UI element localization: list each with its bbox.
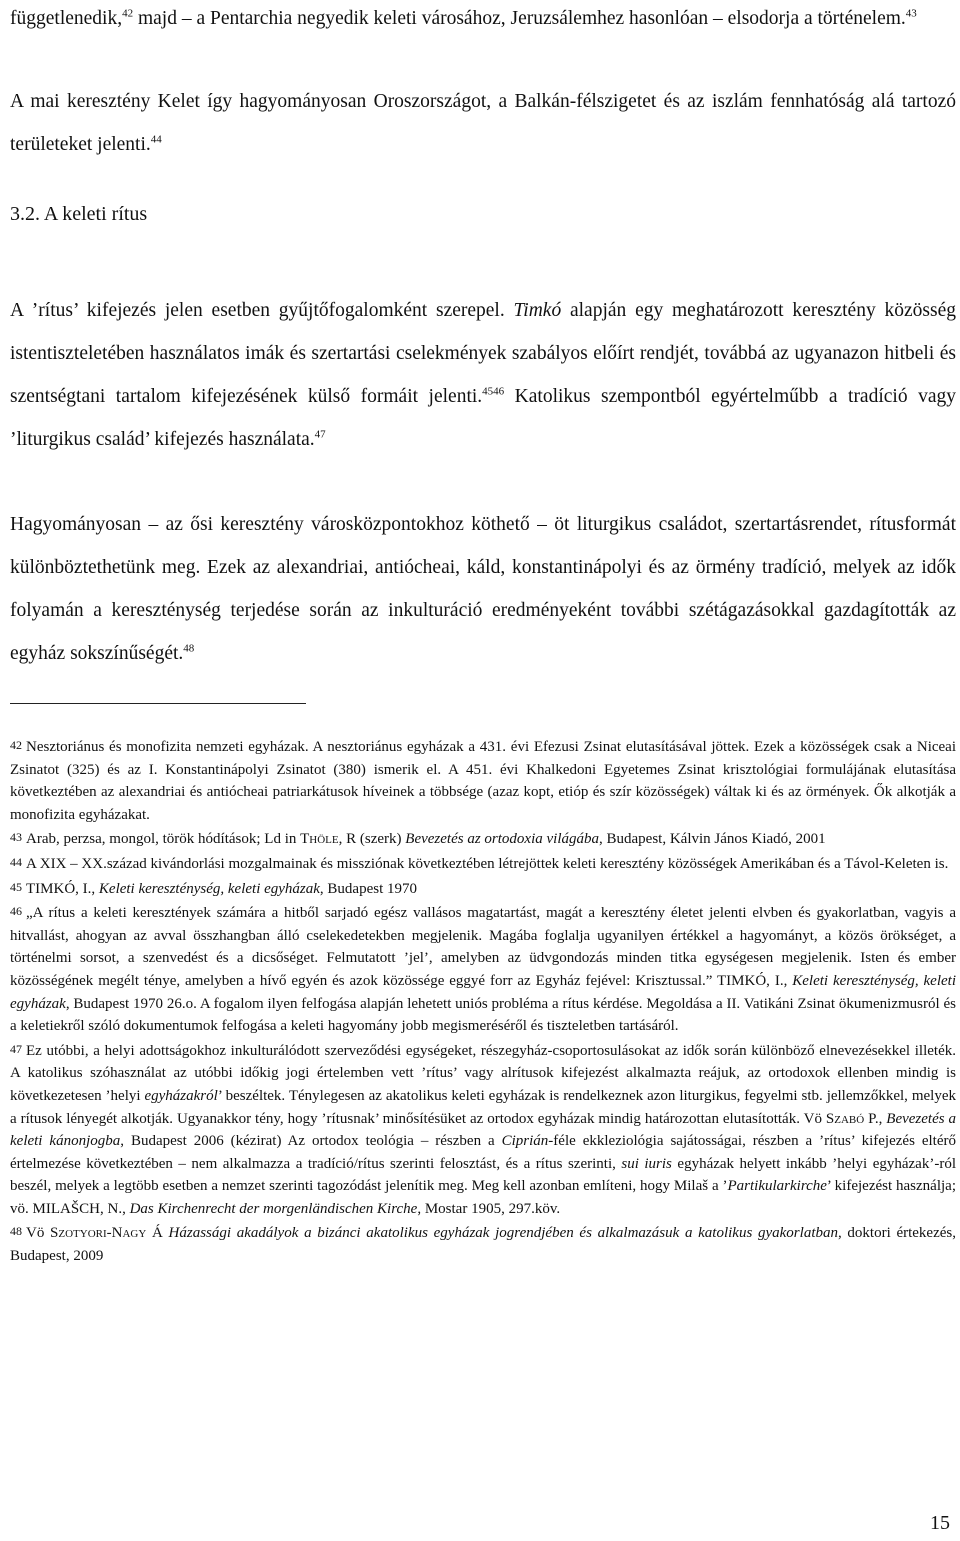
footnote-ref-4546[interactable]: 4546	[482, 385, 505, 398]
page-number: 15	[930, 1512, 950, 1534]
footnote-ref-47[interactable]: 47	[314, 428, 326, 441]
footnote-ref-48[interactable]: 48	[183, 642, 195, 655]
footnote-42: 42 Nesztoriánus és monofizita nemzeti egyházak. A nesztoriánus egyházak a 431. évi Efezusi Zsinat elutasításával jöttek. Ezek a közösségek csak a Niceai Zsinatot (325) és az I. Konstantinápolyi Zsinatot (380) ismerik el. A 451. évi Khalkedoni Egyetemes Zsinat krisztológiai formulájának elutasítása következtében az alexandriai és antiócheai patriarkátusok híveinek a többsége (azaz kopt, etióp és szír közösségek) váltak ki és az örmények. Ők alkotják a monofizita egyházakat.	[10, 738, 956, 823]
paragraph-1: függetlenedik,$^{42}$ majd – a Pentarchia negyedik keleti városához, Jeruzsálemhez hasonlóan – elsodorja a történelem.$^{43}$	[10, 7, 917, 29]
footnote-separator	[10, 703, 306, 704]
footnote-45: 45 TIMKÓ, I., Keleti kereszténység, keleti egyházak, Budapest 1970	[10, 879, 417, 897]
section-heading: 3.2. A keleti rítus	[10, 203, 148, 225]
paragraph-2: A mai keresztény Kelet így hagyományosan Oroszországot, a Balkán-félszigetet és az iszlám fennhatóság alá tartozó területeket jelenti.$^{44}$	[10, 91, 956, 155]
paragraph-4: Hagyományosan – az ősi keresztény városközpontokhoz köthető – öt liturgikus családot, szertartásrendet, rítusformát különböztethetünk meg. Ezek az alexandriai, antiócheai, káld, konstantinápolyi és az örmény tradíció, melyek az idők folyamán a kereszténység terjedése során az inkulturáció eredményeként további szétágazásokkal gazdagították az egyház sokszínűségét.$^{48}$	[10, 514, 956, 664]
footnote-48: 48 Vö Szotyori-Nagy Á Házassági akadályok a bizánci akatolikus egyházak jogrendjében és alkalmazásuk a katolikus gyakorlatban, doktori értekezés, Budapest, 2009	[10, 1224, 956, 1265]
footnotes	[10, 734, 956, 1268]
footnote-ref-42[interactable]: 42	[122, 7, 134, 20]
footnote-44: 44 A XIX – XX.század kivándorlási mozgalmainak és missziónak következtében létrejöttek keleti keresztény közösségek Amerikában és a Távol-Keleten is.	[10, 854, 949, 872]
footnote-ref-43[interactable]: 43	[905, 7, 917, 20]
paragraph-3: A ’rítus’ kifejezés jelen esetben gyűjtőfogalomként szerepel. Timkó alapján egy meghatározott keresztény közösség istentiszteletében használatos imák és szertartási cselekmények szabályos előírt rendjét, továbbá az ugyanazon hitbeli és szentségtani tartalom kifejezésének külső formáit jelenti.$^{4546}$ Katolikus szempontból egyértelműbb a tradíció vagy ’liturgikus család’ kifejezés használata.$^{47}$	[10, 300, 956, 450]
footnote-ref-44[interactable]: 44	[150, 133, 162, 146]
footnote-46: 46 „A rítus a keleti keresztények számára a hitből sarjadó egész vallásos magatartást, magát a keresztény életet jelenti elvben és gyakorlatban, vagyis a hitvallást, ahogyan az avval összhangban álló cselekedetekben megjelenik. Magába foglalja ugyanilyen értékkel a hagyományt, a közös örökséget, a történelmi sorsot, a szenvedést és a dicsőséget. Felmutatott ’jel’, amelyben az üdvgondozás minden titka egységesen megjelenik. Isten és ember közösségének megélt ténye, amelyben a hívő egyén és azok közössége eggyé forr az Egyház fejével: Krisztussal.” TIMKÓ, I., Keleti kereszténység, keleti egyházak, Budapest 1970 26.o. A fogalom ilyen felfogása alapján lehetett uniós probléma a rítus kérdése. Megoldása a II. Vatikáni Zsinat ökumenizmusról és a keletiekről szóló dokumentumok felfogása a keleti hagyomány jobb megismeréséről és tiszteletben tartásáról.	[10, 904, 956, 1035]
footnote-43: 43 Arab, perzsa, mongol, török hódítások; Ld in Thöle, R (szerk) Bevezetés az ortodoxia világába, Budapest, Kálvin János Kiadó, 2001	[10, 830, 826, 848]
footnote-47: 47 Ez utóbbi, a helyi adottságokhoz inkulturálódott szerveződési egységeket, részegyház-csoportosulásokat az idők során különböző elnevezésekkel illeték. A katolikus szóhasználat az utóbbi időkig jogi értelemben vett ’rítus’ vagy alrítusok kifejezést alkalmazta reájuk, az ortodoxok ellenben mindig is következetesen ’helyi egyházakról’ beszéltek. Ténylegesen az akatolikus keleti egyházak is rendelkeznek azon liturgikus, fegyelmi stb. jellemzőkkel, melyek a rítusok lényegét alkotják. Ugyanakkor tény, hogy ’rítusnak’ minősítésüket az ortodox egyházak mindig határozottan elutasították. Vö Szabó P., Bevezetés a keleti kánonjogba, Budapest 2006 (kézirat) Az ortodox teológia – részben a Ciprián-féle ekkleziológia sajátosságai, részben a ’rítus’ kifejezés eltérő értelmezése következtében – nem alkalmazza a tradíció/rítus szerinti felosztást, és a rítus szerinti, sui iuris egyházak helyett inkább ’helyi egyházak’-ról beszél, melyek a legtöbb esetben a nemzet szerinti tagozódást jelenítik meg. Meg kell azonban említeni, hogy Milaš a ’Partikularkirche’ kifejezést használja; vö. MILAŠCH, N., Das Kirchenrecht der morgenländischen Kirche, Mostar 1905, 297.köv.	[10, 1041, 957, 1217]
